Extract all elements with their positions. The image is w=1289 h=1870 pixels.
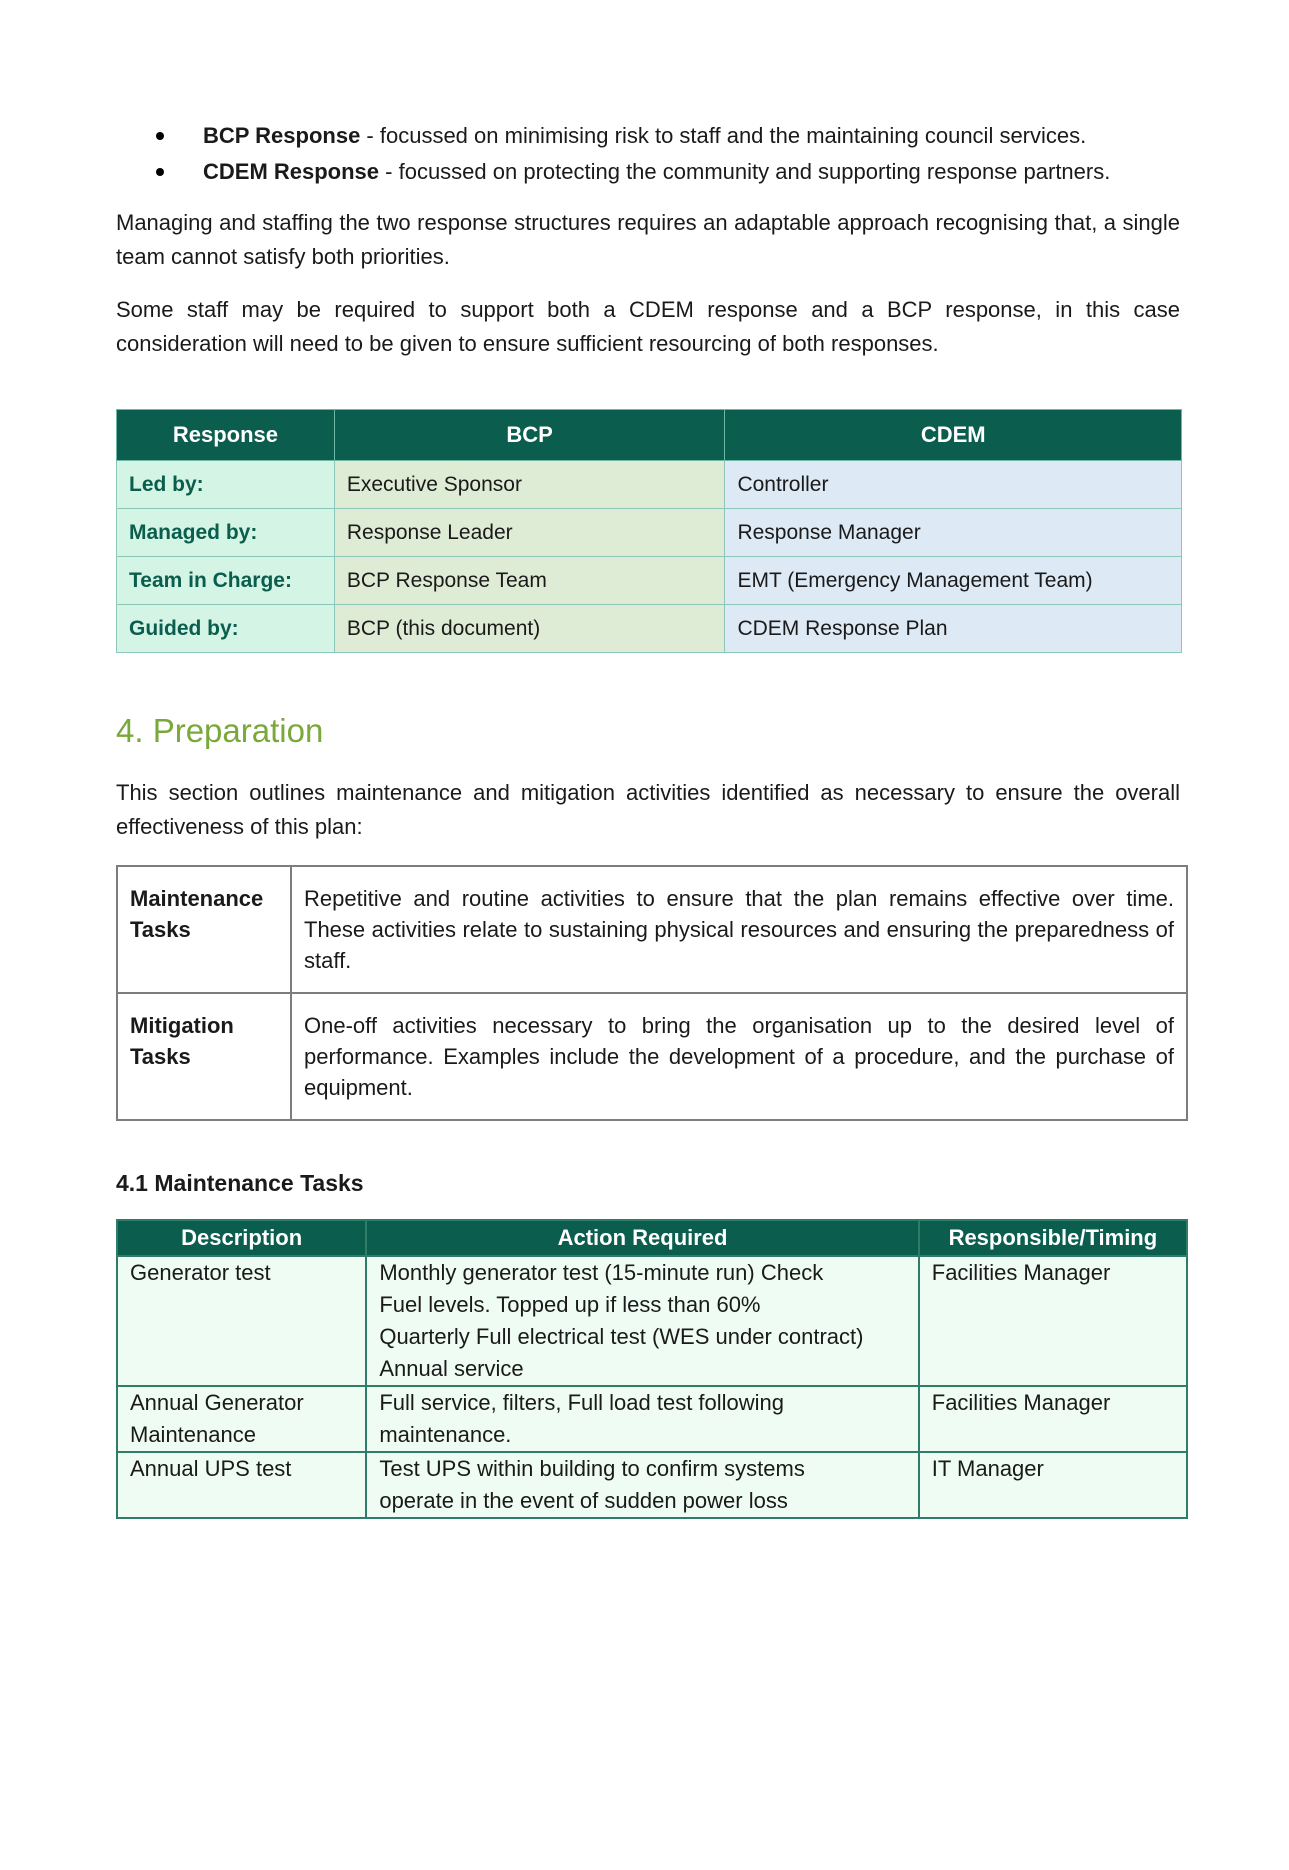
cell-line: Annual service	[379, 1356, 524, 1381]
cell-line: Quarterly Full electrical test (WES under contract)	[379, 1324, 864, 1349]
cell-line: Maintenance	[130, 1422, 256, 1447]
response-structure-table	[116, 409, 1182, 653]
cdem-cell: Response Manager	[725, 509, 1182, 557]
cdem-cell: Controller	[725, 461, 1182, 509]
cell-line: maintenance.	[379, 1422, 512, 1447]
task-types-table	[116, 865, 1188, 1121]
table-row	[117, 557, 1182, 605]
description-cell	[117, 1256, 366, 1386]
bullet-icon	[156, 132, 164, 140]
paragraph-section-intro: This section outlines maintenance and mitigation activities identified as necessary to ensure the overall effectiveness of this plan:	[116, 780, 1180, 839]
description-cell	[117, 1452, 366, 1518]
bullet-bold: BCP Response	[203, 123, 361, 148]
cell-line: operate in the event of sudden power loss	[379, 1488, 788, 1513]
row-label: Managed by:	[117, 509, 335, 557]
table-row	[117, 1256, 1187, 1386]
bcp-cell: Executive Sponsor	[334, 461, 725, 509]
task-type-name-line: Tasks	[130, 1044, 191, 1069]
bullet-text: - focussed on protecting the community and supporting response partners.	[379, 159, 1111, 184]
column-header: Response	[117, 410, 335, 461]
row-label: Team in Charge:	[117, 557, 335, 605]
table-row	[117, 866, 1187, 993]
task-type-name-line: Mitigation	[130, 1013, 234, 1038]
responsible-cell: Facilities Manager	[919, 1386, 1187, 1452]
cell-line: Generator test	[130, 1260, 271, 1285]
cdem-cell: CDEM Response Plan	[725, 605, 1182, 653]
cell-line: Test UPS within building to confirm systems	[379, 1456, 805, 1481]
list-item	[156, 118, 1156, 154]
bullet-bold: CDEM Response	[203, 159, 380, 184]
row-label: Led by:	[117, 461, 335, 509]
responsible-cell: Facilities Manager	[919, 1256, 1187, 1386]
column-header: CDEM	[725, 410, 1182, 461]
paragraph-staffing: Managing and staffing the two response structures requires an adaptable approach recognising that, a single team cannot satisfy both priorities.	[116, 210, 1180, 269]
task-type-description: Repetitive and routine activities to ensure that the plan remains effective over time. These activities relate to sustaining physical resources and ensuring the preparedness of staff.	[291, 866, 1187, 993]
task-type-name	[117, 866, 291, 993]
task-type-name	[117, 993, 291, 1120]
action-cell	[366, 1386, 918, 1452]
cell-line: Annual UPS test	[130, 1456, 292, 1481]
bullet-text: - focussed on minimising risk to staff and the maintaining council services.	[360, 123, 1087, 148]
subsection-heading-maintenance: 4.1 Maintenance Tasks	[116, 1170, 364, 1196]
section-heading-preparation: 4. Preparation	[116, 712, 324, 749]
description-cell	[117, 1386, 366, 1452]
paragraph-resourcing: Some staff may be required to support both a CDEM response and a BCP response, in this case consideration will need to be given to ensure sufficient resourcing of both responses.	[116, 297, 1180, 356]
table-row	[117, 605, 1182, 653]
cell-line: Monthly generator test (15-minute run) Check	[379, 1260, 824, 1285]
column-header: BCP	[334, 410, 725, 461]
responsible-cell: IT Manager	[919, 1452, 1187, 1518]
cdem-cell: EMT (Emergency Management Team)	[725, 557, 1182, 605]
cell-line: Full service, filters, Full load test following	[379, 1390, 785, 1415]
action-cell	[366, 1256, 918, 1386]
table-row	[117, 509, 1182, 557]
table-row	[117, 461, 1182, 509]
table-row	[117, 1386, 1187, 1452]
cell-line: Annual Generator	[130, 1390, 304, 1415]
action-cell	[366, 1452, 918, 1518]
bullet-icon	[156, 168, 164, 176]
table-header-row	[117, 1220, 1187, 1256]
task-type-name-line: Maintenance	[130, 886, 264, 911]
list-item	[156, 154, 1156, 190]
row-label: Guided by:	[117, 605, 335, 653]
bcp-cell: BCP Response Team	[334, 557, 725, 605]
task-type-description: One-off activities necessary to bring the organisation up to the desired level of performance. Examples include the development of a procedure, and the purchase of equipment.	[291, 993, 1187, 1120]
response-bullets	[156, 118, 1156, 190]
column-header: Action Required	[366, 1220, 918, 1256]
column-header: Responsible/Timing	[919, 1220, 1187, 1256]
table-header-row	[117, 410, 1182, 461]
cell-line: Fuel levels. Topped up if less than 60%	[379, 1292, 761, 1317]
column-header: Description	[117, 1220, 366, 1256]
table-row	[117, 993, 1187, 1120]
bcp-cell: Response Leader	[334, 509, 725, 557]
table-row	[117, 1452, 1187, 1518]
task-type-name-line: Tasks	[130, 917, 191, 942]
bcp-cell: BCP (this document)	[334, 605, 725, 653]
maintenance-tasks-table	[116, 1219, 1188, 1519]
